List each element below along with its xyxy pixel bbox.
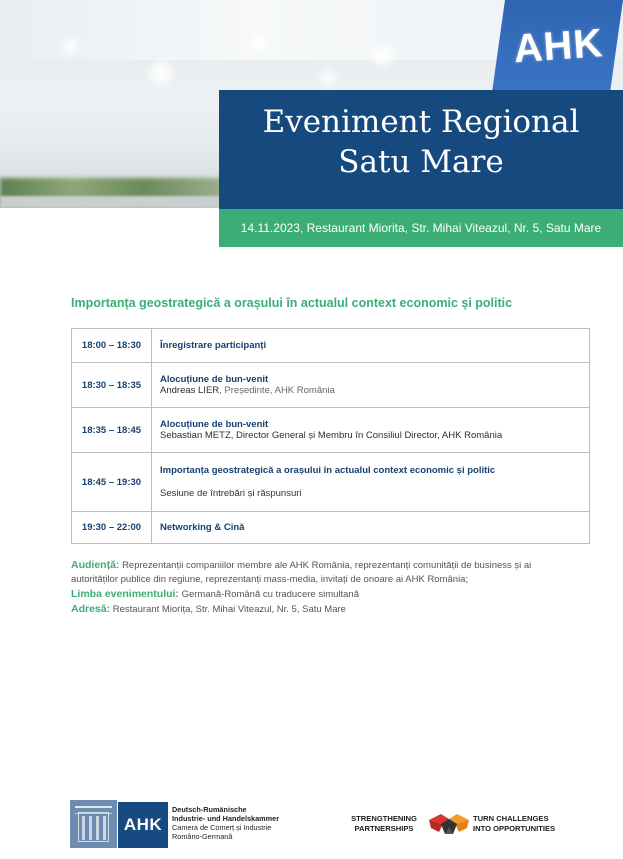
agenda-desc xyxy=(152,329,590,363)
slogan-line: STRENGTHENING xyxy=(351,814,417,823)
slogan-line: TURN CHALLENGES xyxy=(473,814,549,823)
ahk-footer-logo xyxy=(70,800,290,850)
language-label: Limba evenimentului: xyxy=(71,588,179,600)
table-row xyxy=(72,453,590,512)
slogan-line: PARTNERSHIPS xyxy=(354,824,414,833)
agenda-table xyxy=(71,328,590,544)
audience-text: Reprezentanții companiilor membre ale AHK România, reprezentanți comunității de business și ai autorităților publice din regiune, reprezentanți mass-media, invitați de onoare ai AHK România; xyxy=(71,560,532,585)
agenda-title: Alocuțiune de bun-venit xyxy=(160,419,269,430)
address-label: Adresă: xyxy=(71,603,111,615)
address-text: Restaurant Miorița, Str. Mihai Viteazul, Nr. 5, Satu Mare xyxy=(112,604,346,615)
page-title-line2: Satu Mare xyxy=(338,144,504,180)
agenda-desc xyxy=(152,512,590,544)
agenda-time: 18:45 – 19:30 xyxy=(72,453,152,512)
slogan-footer xyxy=(343,810,583,842)
light-glow xyxy=(372,46,392,66)
ahk-chamber-name xyxy=(172,805,302,841)
agenda-title: Alocuțiune de bun-venit xyxy=(160,374,269,385)
ahk-line: Deutsch-Rumänische xyxy=(172,805,247,814)
date-location-bar: 14.11.2023, Restaurant Miorita, Str. Mihai Viteazul, Nr. 5, Satu Mare xyxy=(219,209,623,247)
table-row xyxy=(72,512,590,544)
speaker-role: , Președinte, AHK România xyxy=(219,385,335,396)
agenda-title: Networking & Cină xyxy=(160,522,245,533)
slogan-right xyxy=(473,814,583,834)
light-glow xyxy=(320,70,336,86)
agenda-desc xyxy=(152,363,590,408)
ahk-line: Industrie- und Handelskammer xyxy=(172,814,280,823)
agenda-desc xyxy=(152,453,590,512)
agenda-desc xyxy=(152,408,590,453)
agenda-title: Înregistrare participanți xyxy=(160,340,267,351)
audience-info xyxy=(71,558,571,587)
table-row xyxy=(72,329,590,363)
agenda-time: 18:35 – 18:45 xyxy=(72,408,152,453)
agenda-extra: Sesiune de întrebări și răspunsuri xyxy=(160,488,302,499)
building-column xyxy=(89,816,92,840)
table-row xyxy=(72,408,590,453)
ahk-line: Româno-Germană xyxy=(172,832,233,841)
event-info xyxy=(71,558,571,617)
audience-label: Audiență: xyxy=(71,559,120,571)
table-row xyxy=(72,363,590,408)
building-icon xyxy=(70,800,117,848)
ahk-line: Camera de Comerț și Industrie xyxy=(172,823,272,832)
language-text: Germană-Română cu traducere simultană xyxy=(181,589,359,600)
address-info xyxy=(71,602,571,617)
event-subtitle: Importanța geostrategică a orașului în actualul context economic și politic xyxy=(71,296,513,310)
language-info xyxy=(71,587,571,602)
slogan-left xyxy=(343,814,425,834)
agenda-time: 19:30 – 22:00 xyxy=(72,512,152,544)
speaker-name: Sebastian METZ, Director General și Membru în Consiliul Director, AHK România xyxy=(160,430,503,441)
light-glow xyxy=(62,38,78,54)
building-column xyxy=(82,816,85,840)
agenda-title: Importanța geostrategică a orașului în actualul context economic și politic xyxy=(160,465,496,476)
handshake-icon xyxy=(427,810,471,840)
building-column xyxy=(96,816,99,840)
agenda-time: 18:00 – 18:30 xyxy=(72,329,152,363)
light-glow xyxy=(250,34,268,52)
booth-logo: AHK xyxy=(512,21,605,72)
page-title-line1: Eveniment Regional xyxy=(262,104,580,140)
ahk-wordmark: AHK xyxy=(118,802,168,848)
speaker-name: Andreas LIER xyxy=(160,385,220,396)
building-column xyxy=(103,816,106,840)
light-glow xyxy=(150,62,172,84)
slogan-line: INTO OPPORTUNITIES xyxy=(473,824,556,833)
agenda-time: 18:30 – 18:35 xyxy=(72,363,152,408)
title-box xyxy=(219,90,623,209)
